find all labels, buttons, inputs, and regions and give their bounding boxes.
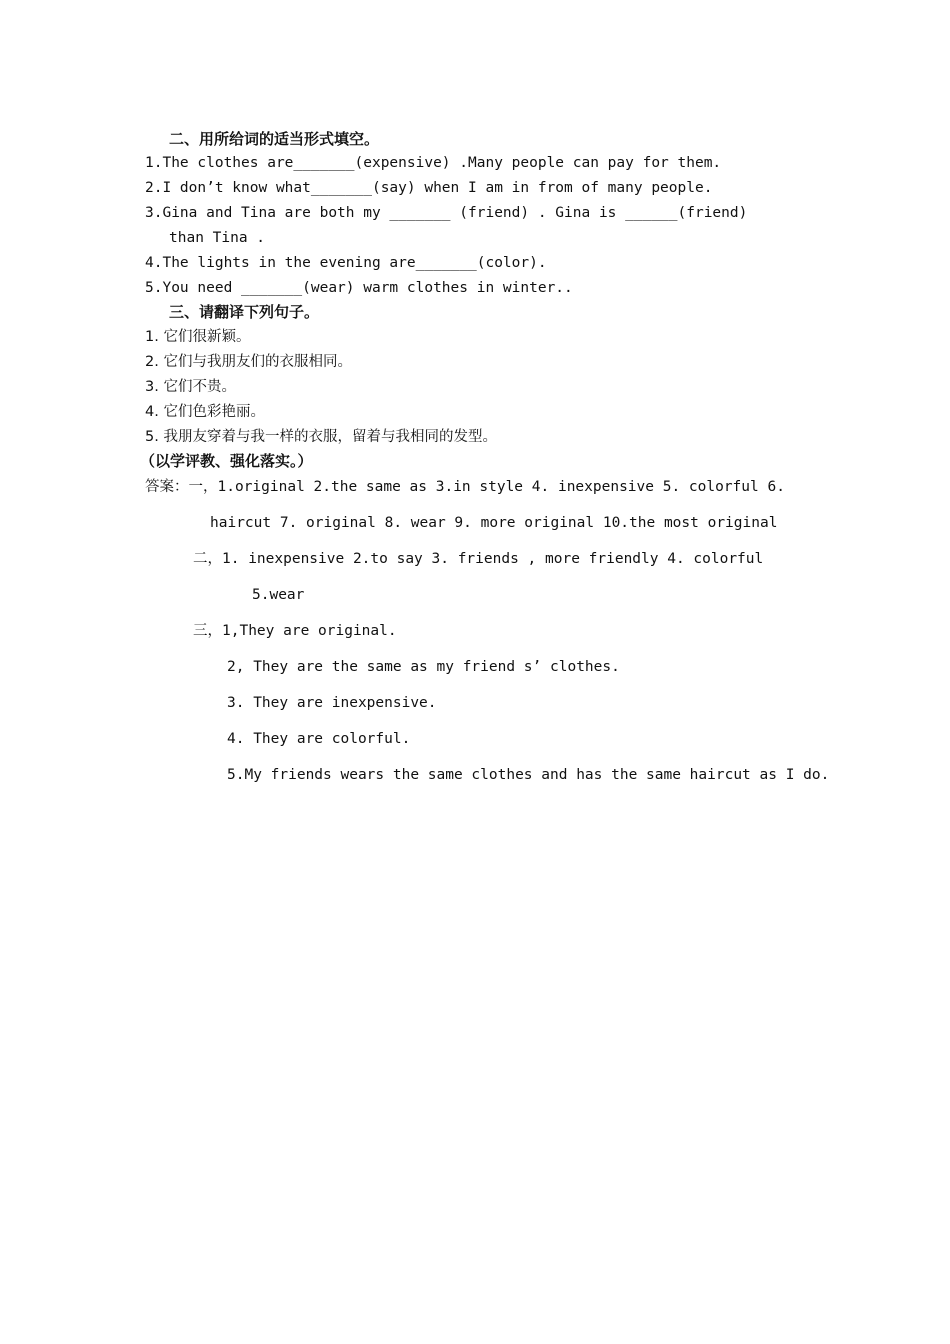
answers-line-6: 2, They are the same as my friend s’ clothes. bbox=[227, 659, 620, 675]
answers-line-9: 5.My friends wears the same clothes and has the same haircut as I do. bbox=[227, 767, 830, 783]
answers-line-1: 答案：一，1.original 2.the same as 3.in style 4. inexpensive 5. colorful 6. bbox=[145, 479, 785, 495]
fill-blank-item-3: 3.Gina and Tina are both my _______ (friend) . Gina is ______(friend) bbox=[145, 205, 748, 221]
answers-line-4: 5.wear bbox=[252, 587, 305, 603]
fill-blank-item-3-continued: than Tina . bbox=[169, 230, 266, 246]
translate-item-3: 3. 它们不贵。 bbox=[145, 379, 236, 395]
fill-blank-item-4: 4.The lights in the evening are_______(color). bbox=[145, 255, 547, 271]
answers-line-7: 3. They are inexpensive. bbox=[227, 695, 437, 711]
fill-blank-item-5: 5.You need _______(wear) warm clothes in winter.. bbox=[145, 280, 573, 296]
translate-item-4: 4. 它们色彩艳丽。 bbox=[145, 404, 265, 420]
answers-line-3: 二，1. inexpensive 2.to say 3. friends , more friendly 4. colorful bbox=[193, 551, 764, 567]
note-text: （以学评教、强化落实。） bbox=[140, 452, 313, 470]
translate-item-1: 1. 它们很新颖。 bbox=[145, 329, 251, 345]
answers-line-5: 三，1,They are original. bbox=[193, 623, 397, 639]
section3-heading: 三、请翻译下列句子。 bbox=[169, 303, 320, 321]
fill-blank-item-1: 1.The clothes are_______(expensive) .Many people can pay for them. bbox=[145, 155, 722, 171]
answers-line-8: 4. They are colorful. bbox=[227, 731, 411, 747]
fill-blank-item-2: 2.I don’t know what_______(say) when I am in from of many people. bbox=[145, 180, 713, 196]
translate-item-5: 5. 我朋友穿着与我一样的衣服，留着与我相同的发型。 bbox=[145, 429, 497, 445]
section2-heading: 二、用所给词的适当形式填空。 bbox=[169, 130, 380, 148]
answers-line-2: haircut 7. original 8. wear 9. more original 10.the most original bbox=[210, 515, 778, 531]
translate-item-2: 2. 它们与我朋友们的衣服相同。 bbox=[145, 354, 352, 370]
